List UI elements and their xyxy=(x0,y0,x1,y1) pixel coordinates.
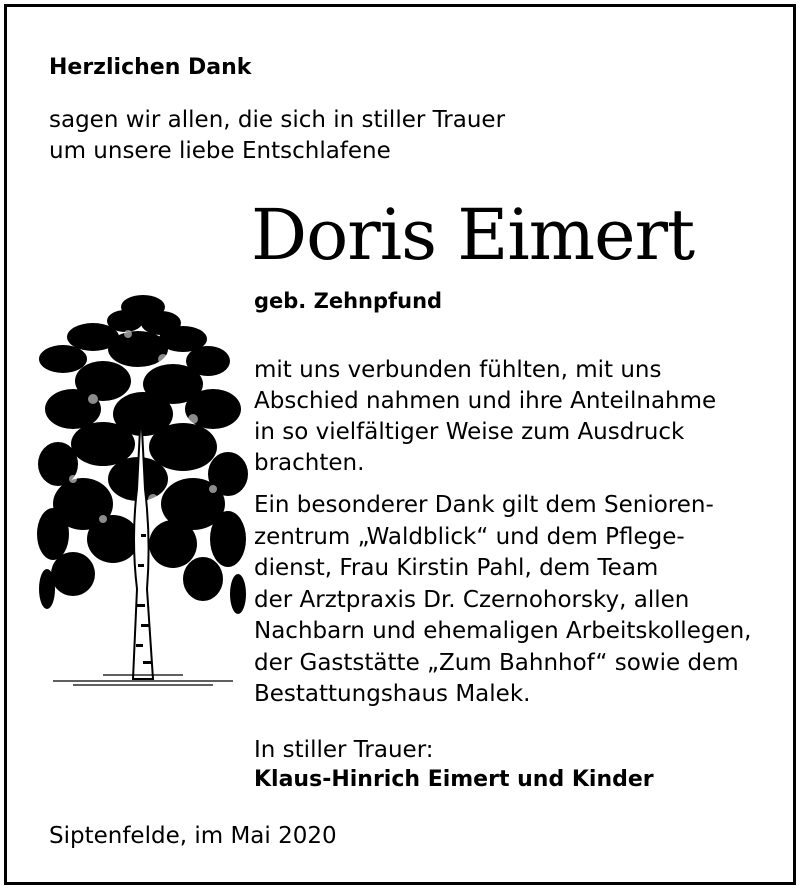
body-line: zentrum „Waldblick“ und dem Pflege- xyxy=(254,523,685,550)
body-line: der Gaststätte „Zum Bahnhof“ sowie dem xyxy=(254,649,739,676)
closing-phrase: In stiller Trauer: xyxy=(254,737,434,763)
body-line: Abschied nahmen und ihre Anteilnahme xyxy=(254,388,717,414)
body-line: dienst, Frau Kirstin Pahl, dem Team xyxy=(254,555,659,581)
body-paragraph-2 xyxy=(254,490,752,711)
signers: Klaus-Hinrich Eimert und Kinder xyxy=(254,767,654,792)
intro-text xyxy=(49,105,505,167)
body-line: in so vielfältiger Weise zum Ausdruck xyxy=(254,419,685,445)
body-paragraph-1 xyxy=(254,355,716,479)
body-line: der Arztpraxis Dr. Czernohorsky, allen xyxy=(254,586,690,613)
obituary-notice xyxy=(4,4,796,885)
deceased-name: Doris Eimert xyxy=(251,194,695,276)
body-line: brachten. xyxy=(254,450,365,476)
body-line: Ein besonderer Dank gilt dem Senioren- xyxy=(254,492,714,518)
place-date: Siptenfelde, im Mai 2020 xyxy=(49,823,337,849)
birch-tree-icon xyxy=(33,289,253,689)
intro-line: um unsere liebe Entschlafene xyxy=(49,138,391,164)
heading: Herzlichen Dank xyxy=(49,55,252,80)
body-line: mit uns verbunden fühlten, mit uns xyxy=(254,357,662,383)
intro-line: sagen wir allen, die sich in stiller Trauer xyxy=(49,107,506,133)
maiden-name: geb. Zehnpfund xyxy=(254,289,443,313)
body-line: Nachbarn und ehemaligen Arbeitskollegen, xyxy=(254,618,752,644)
body-line: Bestattungshaus Malek. xyxy=(254,681,531,707)
